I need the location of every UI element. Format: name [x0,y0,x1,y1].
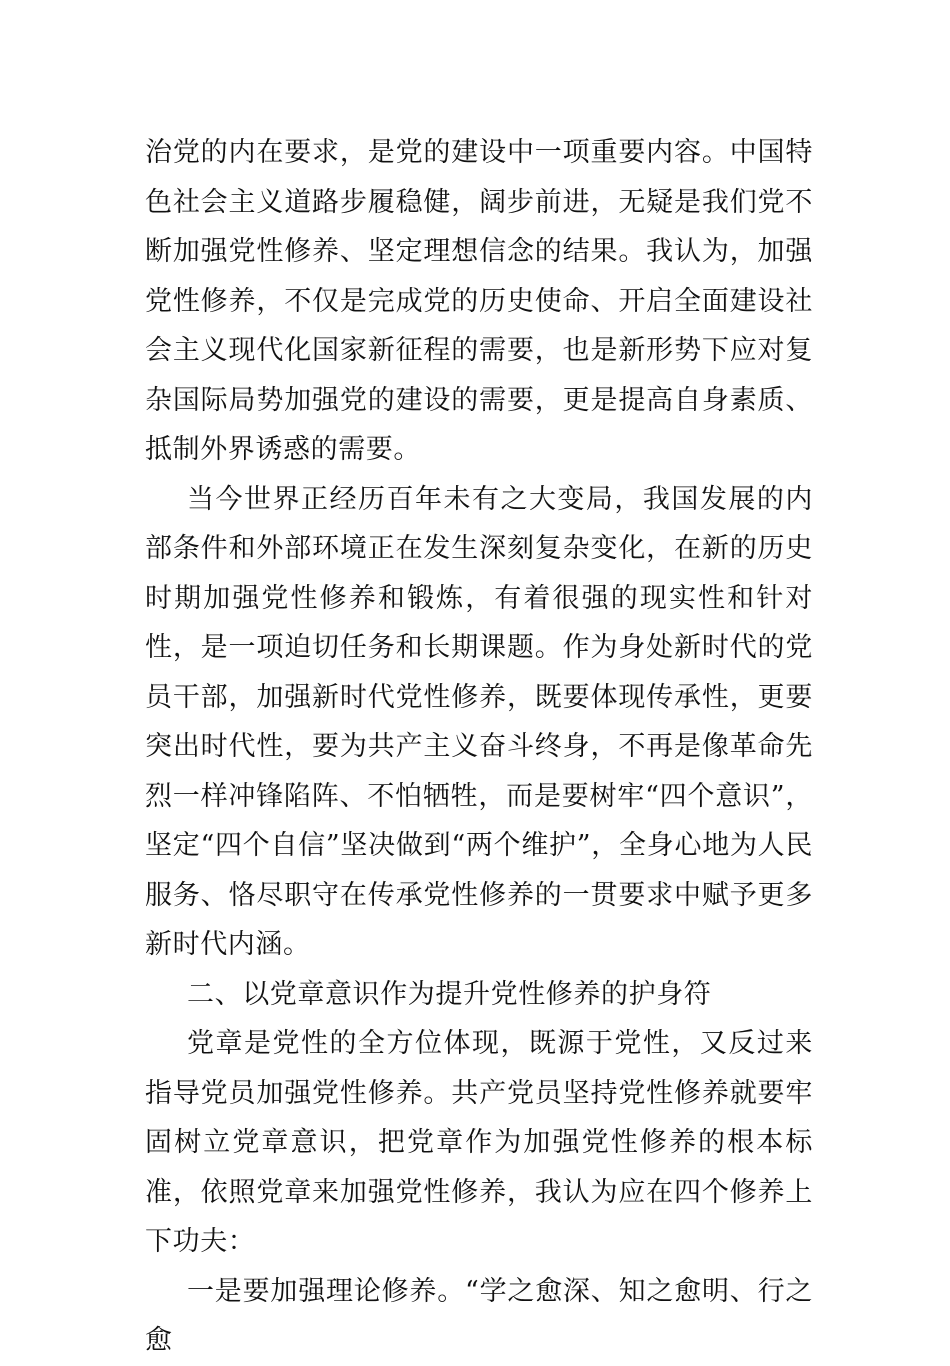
paragraph-party-constitution: 党章是党性的全方位体现，既源于党性，又反过来指导党员加强党性修养。共产党员坚持党性修养就要牢固树立党章意识，把党章作为加强党性修养的根本标准，依照党章来加强党性修养，我认为应在四个修养上下功夫： [145,1028,813,1257]
document-body [145,128,813,1366]
paragraph-continuation: 治党的内在要求，是党的建设中一项重要内容。中国特色社会主义道路步履稳健，阔步前进，无疑是我们党不断加强党性修养、坚定理想信念的结果。我认为，加强党性修养，不仅是完成党的历史使命、开启全面建设社会主义现代化国家新征程的需要，也是新形势下应对复杂国际局势加强党的建设的需要，更是提高自身素质、抵制外界诱惑的需要。 [145,137,813,465]
section-heading: 二、以党章意识作为提升党性修养的护身符 [187,978,712,1010]
paragraph-world-changes: 当今世界正经历百年未有之大变局，我国发展的内部条件和外部环境正在发生深刻复杂变化，在新的历史时期加强党性修养和锻炼，有着很强的现实性和针对性，是一项迫切任务和长期课题。作为身处新时代的党员干部，加强新时代党性修养，既要体现传承性，更要突出时代性，要为共产主义奋斗终身，不再是像革命先烈一样冲锋陷阵、不怕牺牲，而是要树牢“四个意识”，坚定“四个自信”坚决做到“两个维护”，全身心地为人民服务、恪尽职守在传承党性修养的一贯要求中赋予更多新时代内涵。 [145,483,813,960]
paragraph-theory-cultivation: 一是要加强理论修养。“学之愈深、知之愈明、行之愈 [145,1275,813,1356]
